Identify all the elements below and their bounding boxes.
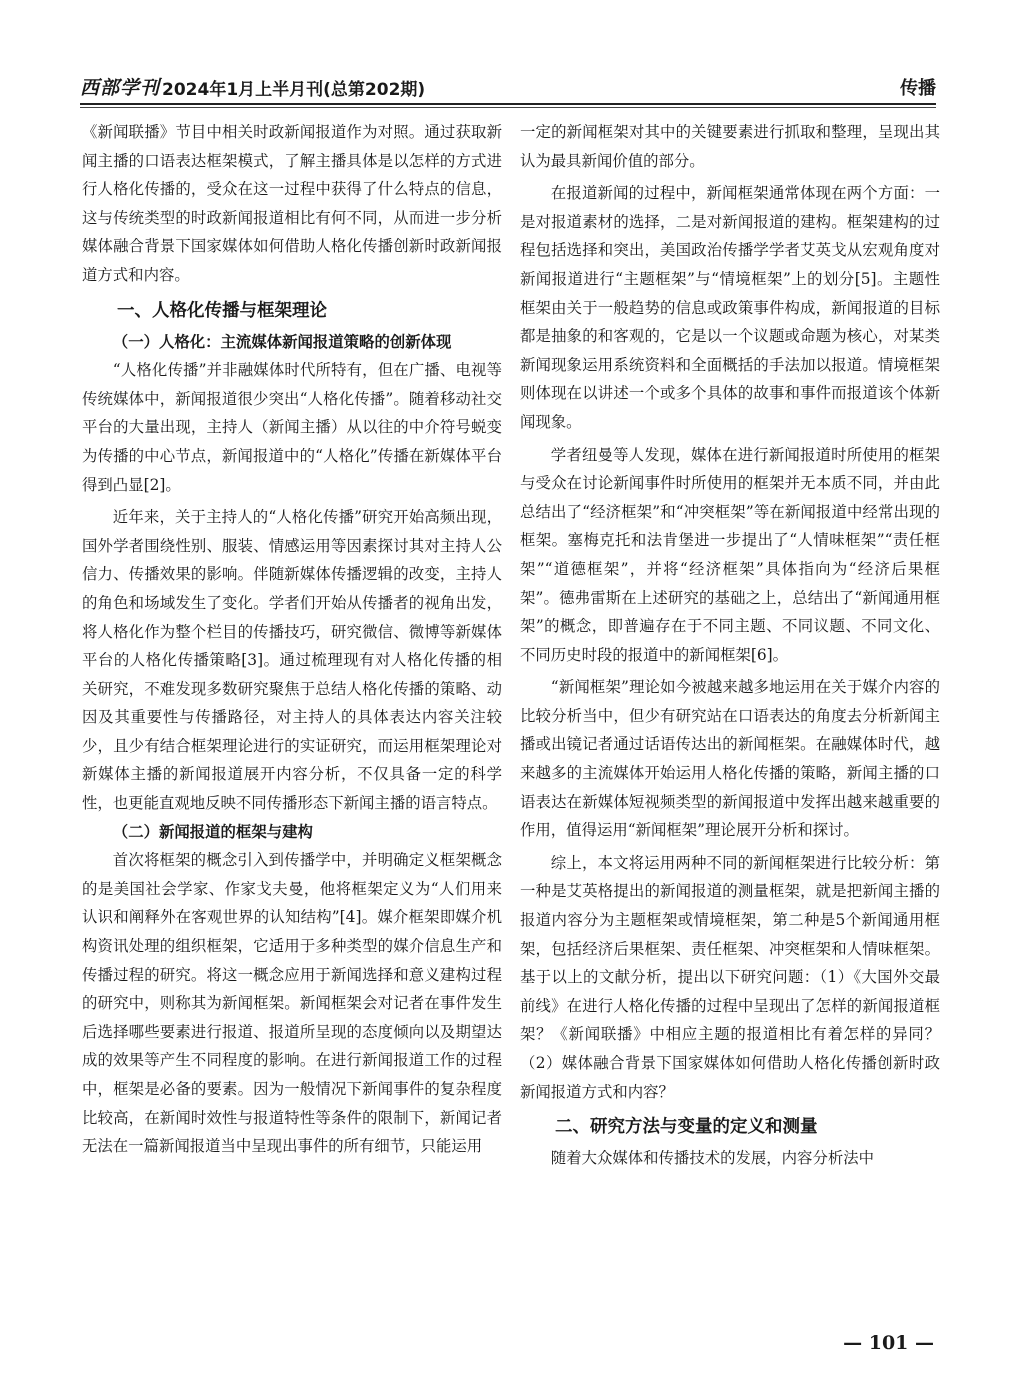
header-rule-thin bbox=[80, 107, 936, 108]
section-heading: 一、人格化传播与框架理论 bbox=[117, 300, 327, 321]
page-number: — 101 — bbox=[843, 1332, 934, 1354]
body-paragraph: 在报道新闻的过程中，新闻框架通常体现在两个方面：一是对报道素材的选择，二是对新闻报道的建构。框架建构的过程包括选择和突出，美国政治传播学学者艾英戈从宏观角度对新闻报道进行“主题框架”与“情境框架”上的划分[5]。主题性框架由关于一般趋势的信息或政策事件构成，新闻报道的目标都是抽象的和客观的，它是以一个议题或命题为核心，对某类新闻现象运用系统资料和全面概括的手法加以报道。情境框架则体现在以讲述一个或多个具体的故事和事件而报道该个体新闻现象。 bbox=[520, 184, 940, 431]
journal-logo: 西部学刊 bbox=[80, 77, 161, 99]
body-paragraph: 《新闻联播》节目中相关时政新闻报道作为对照。通过获取新闻主播的口语表达框架模式，了解主播具体是以怎样的方式进行人格化传播的，受众在这一过程中获得了什么特点的信息，这与传统类型的时政新闻报道相比有何不同，从而进一步分析媒体融合背景下国家媒体如何借助人格化传播创新时政新闻报道方式和内容。 bbox=[82, 123, 502, 284]
subsection-heading: （二）新闻报道的框架与建构 bbox=[112, 822, 313, 841]
body-paragraph: “人格化传播”并非融媒体时代所特有，但在广播、电视等传统媒体中，新闻报道很少突出“人格化传播”。随着移动社交平台的大量出现，主持人（新闻主播）从以往的中介符号蜕变为传播的中心节点，新闻报道中的“人格化”传播在新媒体平台得到凸显[2]。 bbox=[82, 361, 502, 494]
body-paragraph: 综上，本文将运用两种不同的新闻框架进行比较分析：第一种是艾英格提出的新闻报道的测量框架，就是把新闻主播的报道内容分为主题框架或情境框架，第二种是5个新闻通用框架，包括经济后果框架、责任框架、冲突框架和人情味框架。基于以上的文献分析，提出以下研究问题：（1）《大国外交最前线》在进行人格化传播的过程中呈现出了怎样的新闻报道框架？《新闻联播》中相应主题的报道相比有着怎样的异同？（2）媒体融合背景下国家媒体如何借助人格化传播创新时政新闻报道方式和内容？ bbox=[520, 853, 940, 1101]
section-name: 传播 bbox=[900, 78, 936, 99]
subsection-heading: （一）人格化：主流媒体新闻报道策略的创新体现 bbox=[112, 332, 452, 351]
page-header bbox=[80, 70, 936, 100]
body-paragraph: 学者纽曼等人发现，媒体在进行新闻报道时所使用的框架与受众在讨论新闻事件时所使用的框架并无本质不同，并由此总结出了“经济框架”和“冲突框架”等在新闻报道中经常出现的框架。塞梅克托和法肯堡进一步提出了“人情味框架”“责任框架”“道德框架”，并将“经济框架”具体指向为“经济后果框架”。德弗雷斯在上述研究的基础之上，总结出了“新闻通用框架”的概念，即普遍存在于不同主题、不同议题、不同文化、不同历史时段的报道中的新闻框架[6]。 bbox=[520, 445, 940, 664]
body-paragraph: 一定的新闻框架对其中的关键要素进行抓取和整理，呈现出其认为最具新闻价值的部分。 bbox=[520, 123, 940, 170]
body-paragraph: 近年来，关于主持人的“人格化传播”研究开始高频出现，国外学者围绕性别、服装、情感运用等因素探讨其对主持人公信力、传播效果的影响。伴随新媒体传播逻辑的改变，主持人的角色和场域发生了变化。学者们开始从传播者的视角出发，将人格化作为整个栏目的传播技巧，研究微信、微博等新媒体平台的人格化传播策略[3]。通过梳理现有对人格化传播的相关研究，不难发现多数研究聚焦于总结人格化传播的策略、动因及其重要性与传播路径，对主持人的具体表达内容关注较少，且少有结合框架理论进行的实证研究，而运用框架理论对新媒体主播的新闻报道展开内容分析，不仅具备一定的科学性，也更能直观地反映不同传播形态下新闻主播的语言特点。 bbox=[82, 508, 502, 813]
section-heading: 二、研究方法与变量的定义和测量 bbox=[555, 1117, 818, 1138]
body-paragraph: 随着大众媒体和传播技术的发展，内容分析法中 bbox=[550, 1149, 875, 1168]
body-paragraph: 首次将框架的概念引入到传播学中，并明确定义框架概念的是美国社会学家、作家戈夫曼，他将框架定义为“人们用来认识和阐释外在客观世界的认知结构”[4]。媒介框架即媒介机构资讯处理的组织框架，它适用于多种类型的媒介信息生产和传播过程的研究。将这一概念应用于新闻选择和意义建构过程的研究中，则称其为新闻框架。新闻框架会对记者在事件发生后选择哪些要素进行报道、报道所呈现的态度倾向以及期望达成的效果等产生不同程度的影响。在进行新闻报道工作的过程中，框架是必备的要素。因为一般情况下新闻事件的复杂程度比较高，在新闻时效性与报道特性等条件的限制下，新闻记者无法在一篇新闻报道当中呈现出事件的所有细节，只能运用 bbox=[82, 851, 502, 1156]
left-column bbox=[82, 118, 502, 1161]
issue-info: 2024年1月上半月刊(总第202期) bbox=[162, 80, 426, 100]
header-rule bbox=[80, 103, 936, 105]
right-column bbox=[520, 118, 940, 1173]
body-paragraph: “新闻框架”理论如今被越来越多地运用在关于媒介内容的比较分析当中，但少有研究站在口语表达的角度去分析新闻主播或出镜记者通过话语传达出的新闻框架。在融媒体时代，越来越多的主流媒体开始运用人格化传播的策略，新闻主播的口语表达在新媒体短视频类型的新闻报道中发挥出越来越重要的作用，值得运用“新闻框架”理论展开分析和探讨。 bbox=[520, 678, 940, 840]
header-left bbox=[80, 73, 425, 100]
